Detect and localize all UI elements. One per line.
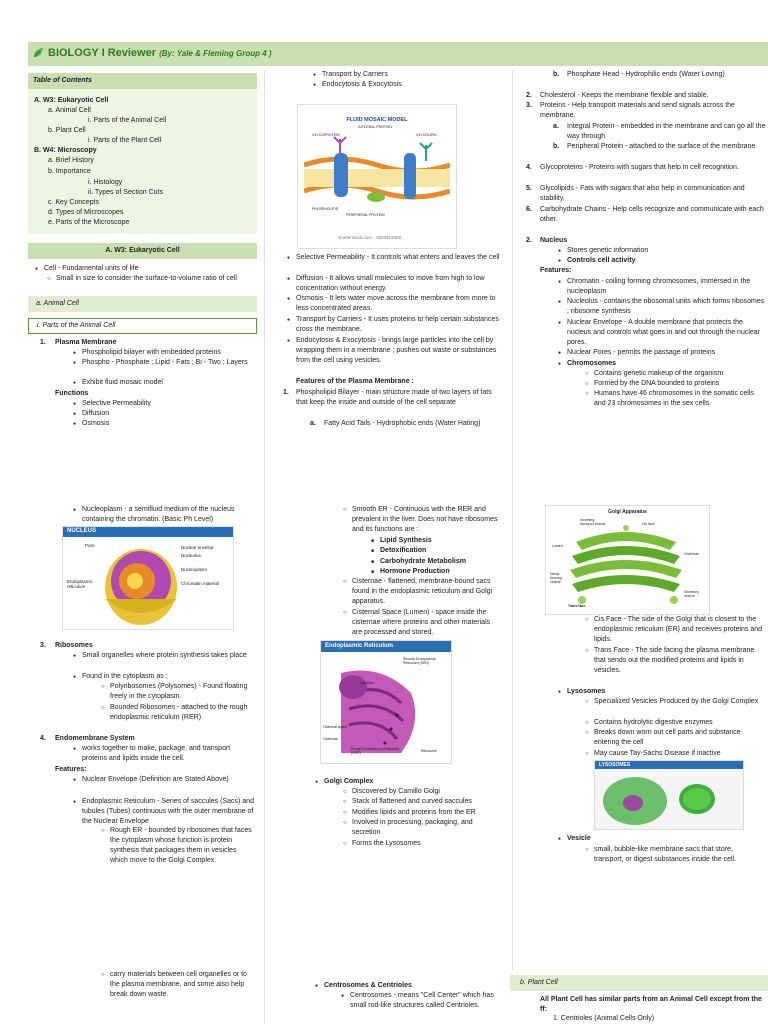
toc-line[interactable]: a. Animal Cell (48, 107, 91, 114)
figure-label: INTEGRAL PROTEIN (358, 125, 392, 129)
toc-line[interactable]: i. Parts of the Plant Cell (88, 137, 162, 144)
list-item: ● Nuclear Pores - permits the passage of proteins (567, 348, 765, 358)
list-item: ● Centrosomes - means "Cell Center" which has small rod-like structures called Centrioles. (350, 991, 500, 1011)
cell-subpoint: ○ Small in size to consider the surface-to-volume ratio of cell (56, 274, 256, 284)
figure-label: Cisternae (323, 737, 338, 741)
list-item: ■ Hormone Production (380, 567, 450, 577)
item-number: 1. (40, 339, 46, 346)
figure-label: Nucleus (361, 681, 374, 685)
figure-title: NUCLEUS (67, 528, 97, 534)
item-number: 2. (526, 237, 532, 244)
plasma-membrane-heading: Plasma Membrane (55, 339, 117, 346)
list-item: ● Transport by Carriers (322, 70, 388, 80)
figure-label: Newly forming vesicle (550, 572, 562, 584)
list-subitem: ○ Cisternal Space (Lumen) - space inside the cisternae where proteins and other materials are processed and stored. (352, 608, 502, 638)
figure-title: Endoplasmic Reticulum (325, 643, 394, 649)
list-item: Proteins - Help transport materials and send signals across the membrane. (540, 102, 735, 119)
figure-label: Ribosome (421, 749, 437, 753)
item-number: 2. (526, 92, 532, 99)
list-item: ■ Lipid Synthesis (380, 536, 432, 546)
list-item: ● Nuclear Envelope (Definition are Stated Above) (82, 775, 257, 785)
list-subitem: ○ Trans Face - The side facing the plasma membrane that sends out the modified proteins and lipids in vesicles. (594, 646, 764, 676)
features-heading: Features: (55, 766, 87, 773)
lysosome-figure (594, 760, 744, 830)
list-subitem: ○ Involved in processing, packaging, and secretion (352, 818, 502, 838)
list-item: ● Nuclear Envelope - A double membrane that protects the nucleus and controls what goes in and out through the nuclear pores. (567, 318, 765, 348)
list-subitem: ○ Contains hydrolytic digestive enzymes (594, 718, 764, 728)
toc-line[interactable]: b. Importance (48, 168, 91, 175)
list-subitem: ○ Contains genetic makeup of the organism (594, 369, 764, 379)
page-title: BIOLOGY I Reviewer (By: Yale & Fleming Group 4 ) (48, 47, 272, 59)
figure-label: Pore (85, 543, 95, 548)
list-subitem: ○ Stack of flattened and curved saccules (352, 797, 502, 807)
list-subitem: ○ small, bubble-like membrane sacs that store, transport, or digest substances inside the cell. (594, 845, 764, 865)
figure-title: FLUID MOSAIC MODEL (346, 117, 408, 123)
list-subitem: Integral Protein - embedded in the membrane and can go all the way through (567, 123, 766, 140)
features-heading: Features: (540, 267, 572, 274)
lysosome-illustration (601, 773, 737, 827)
header-banner (28, 42, 768, 66)
list-subitem: ○ Specialized Vesicles Produced by the Golgi Complex (594, 697, 764, 707)
list-subitem: ○ carry materials between cell organelles or to the plasma membrane, and some also help break down waste. (110, 970, 258, 1000)
table-of-contents (28, 89, 257, 234)
list-subitem: ○ Breaks down worn out cell parts and substance entering the cell (594, 728, 764, 748)
list-item: ● Small organelles where protein synthesis takes place (82, 651, 257, 661)
item-number: 3. (526, 102, 532, 109)
toc-heading: Table of Contents (28, 73, 257, 89)
toc-line[interactable]: e. Parts of the Microscope (48, 219, 130, 226)
list-subitem: ○ Cisternae - flattened, membrane-bound sacs found in the endoplasmic reticulum and Golgi apparatus. (352, 577, 502, 607)
list-item: ● Diffusion - It allows small molecules to move from high to low concentration without energy. (296, 274, 501, 294)
figure-label: Endoplasmic reticulum (67, 579, 93, 589)
golgi-illustration (566, 522, 686, 606)
list-item: Glycolipids - Fats with sugars that also help in communication and stability. (540, 185, 745, 202)
list-subitem: ○ Cis Face - The side of the Golgi that is closest to the endoplasmic reticulum (ER) and receives proteins and lipids. (594, 615, 764, 645)
list-item: 1. Centrioles (Animal Cells Only) (553, 1015, 655, 1022)
figure-label: Lumen (552, 544, 563, 548)
figure-label: GLYCOPROTEIN (312, 133, 340, 137)
list-subitem: ○ Formed by the DNA bounded to proteins (594, 379, 764, 389)
fluid-mosaic-figure (297, 104, 457, 249)
item-number: 5. (526, 185, 532, 192)
list-item: ● Transport by Carriers - It uses proteins to help certain substances cross the membrane. (296, 315, 501, 335)
figure-label: Incoming transport vesicle (580, 518, 606, 526)
list-item: ● Nucleolus - contains the ribosomal units which forms ribosomes ; ribosome synthesis (567, 297, 765, 317)
list-subitem: Fatty Acid Tails - Hydrophobic ends (Water Hating) (324, 420, 481, 427)
item-letter: a. (553, 123, 559, 130)
figure-label: Smooth Endoplasmic Reticulum (SER) (403, 657, 437, 665)
figure-label: Nuclear envelop (181, 545, 214, 550)
list-item: ■ Detoxification (380, 546, 426, 556)
item-letter: b. (553, 71, 560, 78)
figure-label: Cisternal space (323, 725, 348, 729)
list-subitem: ○ Humans have 46 chromosomes in the somatic cells and 23 chromosomes in the sex cells. (594, 389, 764, 409)
column-divider (512, 70, 513, 970)
figure-label: Secretory vesicle (684, 590, 699, 598)
toc-line[interactable]: i. Parts of the Animal Cell (88, 117, 167, 124)
toc-line[interactable]: B. W4: Microscopy (34, 147, 97, 154)
figure-label: Nucleoplasm (181, 567, 208, 572)
features-title: Features of the Plasma Membrane : (296, 378, 414, 385)
list-item: ● Diffusion (82, 409, 109, 419)
list-subitem: ○ Forms the Lysosomes (352, 839, 502, 849)
list-subitem: ○ Polyribosomes (Polysomes) - Found floating freely in the cytoplasm. (110, 682, 255, 702)
item-number: 4. (40, 735, 46, 742)
figure-label: PHOSPHOLIPID (312, 207, 339, 211)
figure-label: Rough Endoplasmic Reticulum (RER) (351, 747, 399, 755)
figure-label: Chromatin material (181, 581, 220, 586)
plant-intro: All Plant Cell has similar parts from an Animal Cell except from the ff: (540, 996, 762, 1013)
nucleus-figure (62, 526, 234, 630)
list-item: ● Endocytosis & Exocytosis (322, 80, 402, 90)
nucleoplasm-item: ● Nucleoplasm - a semifluid medium of the nucleus containing the chromatin. (Basic Ph Level) (82, 505, 257, 525)
list-item: ● Selective Permeability - It controls what enters and leaves the cell (296, 253, 501, 263)
figure-label: PERIPHERAL PROTEIN (346, 213, 385, 217)
cell-definition: ● Cell - Fundamental units of life (44, 264, 254, 274)
list-item: ● Phospholipid bilayer with embedded proteins (82, 348, 252, 358)
list-subitem: Phosphate Head - Hydrophilic ends (Water Loving) (567, 71, 725, 78)
figure-label: Trans face (568, 604, 586, 608)
list-item: Phospholipid Bilayer - main structure made of two layers of fats that keep the inside and outside of the cell separate (296, 389, 492, 406)
item-number: 6. (526, 206, 532, 213)
toc-line[interactable]: d. Types of Microscopes (48, 209, 124, 216)
list-subitem: ○ May cause Tay-Sachs Disease if inactive (594, 749, 764, 759)
column-divider (264, 70, 265, 1024)
figure-label: Cisternae (684, 552, 699, 556)
list-item: ● Stores genetic information (567, 246, 648, 256)
list-item: ● Found in the cytoplasm as : (82, 672, 257, 682)
er-figure (320, 640, 452, 764)
toc-line[interactable]: ii. Types of Section Cuts (88, 189, 163, 196)
list-item: ● Selective Permeability (82, 399, 151, 409)
list-subitem: ○ Bounded Ribosomes - attached to the rough endoplasmic reticulum (RER) (110, 703, 255, 723)
list-item: Carbohydrate Chains - Help cells recognize and communicate with each other. (540, 206, 764, 223)
figure-title: LYSOSOMES (599, 762, 631, 768)
section-heading: A. W3: Eukaryotic Cell (28, 243, 257, 259)
list-item: ● Osmosis - It lets water move across the membrane from more to less concentrated areas. (296, 294, 501, 314)
list-subitem: ○ Smooth ER - Continuous with the RER and prevalent in the liver. Does not have ribosomes and its functions are : (352, 505, 502, 535)
subsection-heading: a. Animal Cell (28, 296, 257, 312)
item-number: 3. (40, 642, 46, 649)
golgi-figure (545, 505, 710, 615)
list-item: ● Exhibit fluid mosaic model (82, 378, 252, 388)
list-subitem: Peripheral Protein - attached to the surface of the membrane (567, 143, 756, 150)
vesicle-heading: ● Vesicle (567, 834, 591, 844)
list-subitem: ○ Rough ER - bounded by ribosomes that faces the cytoplasm whose function is protein synthesis that packages them in vesicles which move to the Golgi Complex. (110, 826, 255, 866)
list-item: ■ Carbohydrate Metabolism (380, 557, 466, 567)
list-item: Cholesterol - Keeps the membrane flexible and stable. (540, 92, 709, 99)
item-letter: a. (310, 420, 316, 427)
functions-heading: Functions (55, 390, 89, 397)
list-item: ● Osmosis (82, 419, 109, 429)
toc-line[interactable]: a. Brief History (48, 157, 94, 164)
figure-label: GLYCOLIPID (416, 133, 437, 137)
item-letter: b. (553, 143, 560, 150)
golgi-heading: ● Golgi Complex (324, 777, 373, 787)
list-item: ● Chromatin - coiling forming chromosomes, immersed in the nucleoplasm (567, 277, 765, 297)
item-number: 4. (526, 164, 532, 171)
leaf-icon (32, 47, 44, 59)
nucleus-heading: Nucleus (540, 237, 568, 244)
list-item: ● Controls cell activity (567, 256, 635, 266)
toc-line[interactable]: A. W3: Eukaryotic Cell (34, 97, 109, 104)
list-item: Glycoproteins - Proteins with sugars that help in cell recognition. (540, 164, 739, 171)
figure-credit: shutterstock.com · 2503454059 (338, 235, 402, 240)
list-item: ● works together to make, package, and transport proteins and lipids inside the cell. (82, 744, 257, 764)
item-number: 1. (283, 389, 289, 396)
lysosomes-heading: ● Lysosomes (567, 687, 605, 697)
centrosomes-heading: ● Centrosomes & Centrioles (324, 981, 412, 991)
list-item: ● Endocytosis & Exocytosis - brings large particles into the cell by wrapping them in a membrane ; pushes out waste or substances from the cell using vesicles. (296, 336, 501, 366)
list-item: ● Chromosomes (567, 359, 765, 369)
endomembrane-heading: Endomembrane System (55, 735, 135, 742)
subsection-box: i. Parts of the Animal Cell (28, 318, 257, 334)
figure-title: Golgi Apparatus (608, 509, 647, 515)
toc-line[interactable]: b. Plant Cell (48, 127, 86, 134)
figure-label: Cis face (642, 522, 655, 526)
ribosomes-heading: Ribosomes (55, 642, 93, 649)
toc-line[interactable]: c. Key Concepts (48, 199, 99, 206)
figure-label: Nucleolus (181, 553, 201, 558)
er-illustration (331, 663, 423, 759)
nucleus-illustration (103, 541, 179, 627)
subsection-heading: b. Plant Cell (510, 975, 768, 991)
list-item: ● Endoplasmic Reticulum - Series of saccules (Sacs) and tubules (Tubes) continuous with the outer membrane of the Nuclear Envelope (82, 797, 257, 827)
list-item: ● Phospho - Phosphate ; Lipid - Fats ; Bi - Two ; Layers (82, 358, 252, 368)
list-subitem: ○ Discovered by Camillo Golgi (352, 787, 502, 797)
toc-line[interactable]: i. Histology (88, 179, 123, 186)
list-subitem: ○ Modifies lipids and proteins from the ER (352, 808, 502, 818)
